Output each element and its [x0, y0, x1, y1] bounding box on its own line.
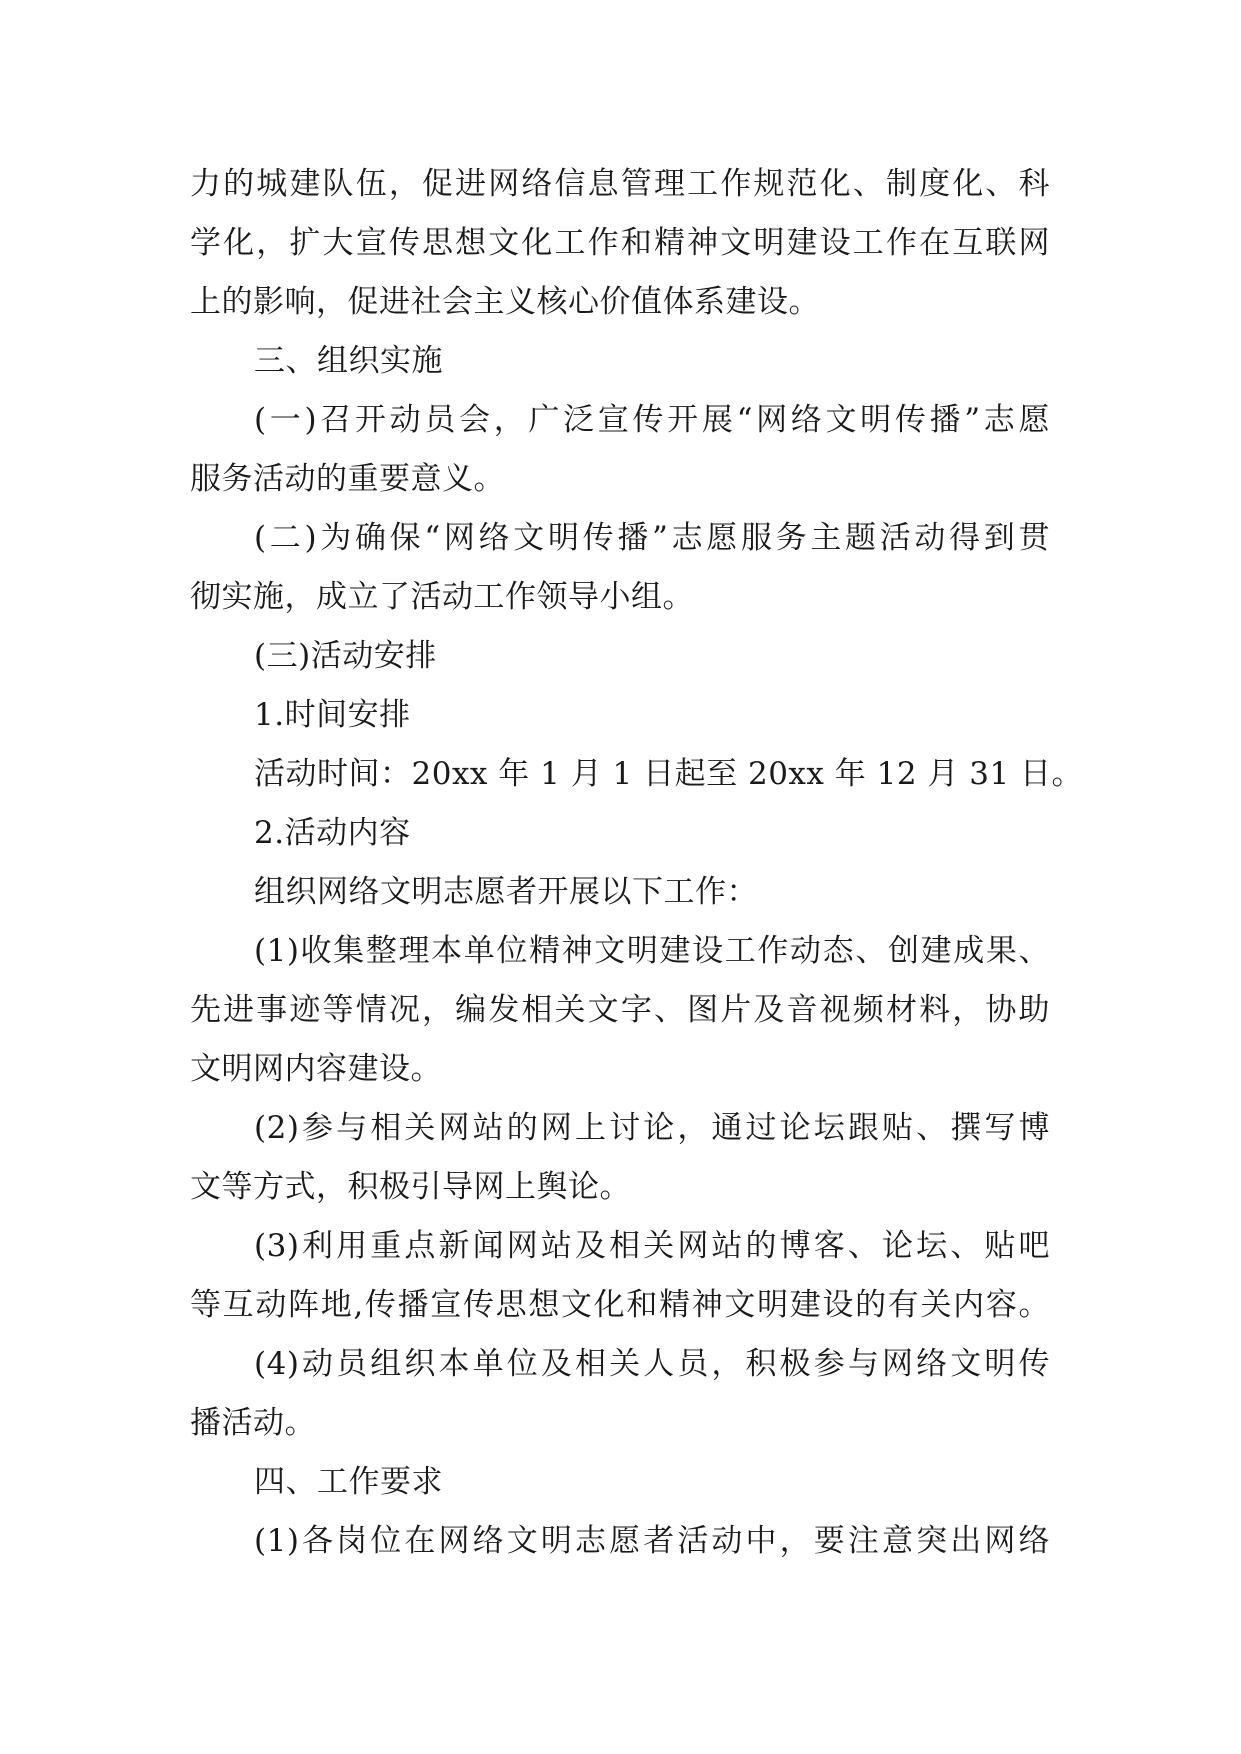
- text-line-6: 服务活动的重要意义。: [190, 461, 505, 497]
- text-line-8: 彻实施，成立了活动工作领导小组。: [190, 579, 694, 615]
- text-line-19: (3)利用重点新闻网站及相关网站的博客、论坛、贴吧: [254, 1228, 1050, 1264]
- text-line-22: 播活动。: [190, 1405, 316, 1441]
- text-line-5: (一)召开动员会，广泛宣传开展“网络文明传播”志愿: [254, 402, 1050, 438]
- document-page: [190, 155, 1084, 1571]
- text-line-17: (2)参与相关网站的网上讨论，通过论坛跟贴、撰写博: [254, 1110, 1050, 1146]
- text-line-13: 组织网络文明志愿者开展以下工作：: [254, 874, 758, 910]
- subheading-time-arrangement: 1.时间安排: [254, 697, 411, 733]
- text-line-activity-time: 活动时间：20xx 年 1 月 1 日起至 20xx 年 12 月 31 日。: [254, 756, 1084, 792]
- text-line-21: (4)动员组织本单位及相关人员，积极参与网络文明传: [254, 1346, 1050, 1382]
- subheading-activity-content: 2.活动内容: [254, 815, 411, 851]
- text-line-3: 上的影响，促进社会主义核心价值体系建设。: [190, 284, 820, 320]
- subheading-activity-arrangement: (三)活动安排: [254, 638, 437, 674]
- text-line-15: 先进事迹等情况，编发相关文字、图片及音视频材料，协助: [190, 992, 1050, 1028]
- text-line-18: 文等方式，积极引导网上舆论。: [190, 1169, 631, 1205]
- text-line-14: (1)收集整理本单位精神文明建设工作动态、创建成果、: [254, 933, 1050, 969]
- section-heading-requirements: 四、工作要求: [254, 1464, 443, 1500]
- text-line-7: (二)为确保“网络文明传播”志愿服务主题活动得到贯: [254, 520, 1050, 556]
- text-line-20: 等互动阵地,传播宣传思想文化和精神文明建设的有关内容。: [190, 1287, 1050, 1323]
- text-line-16: 文明网内容建设。: [190, 1051, 442, 1087]
- text-line-2: 学化，扩大宣传思想文化工作和精神文明建设工作在互联网: [190, 225, 1050, 261]
- section-heading-organize: 三、组织实施: [254, 343, 443, 379]
- text-line-1: 力的城建队伍，促进网络信息管理工作规范化、制度化、科: [190, 166, 1050, 202]
- text-line-24: (1)各岗位在网络文明志愿者活动中，要注意突出网络: [254, 1523, 1050, 1559]
